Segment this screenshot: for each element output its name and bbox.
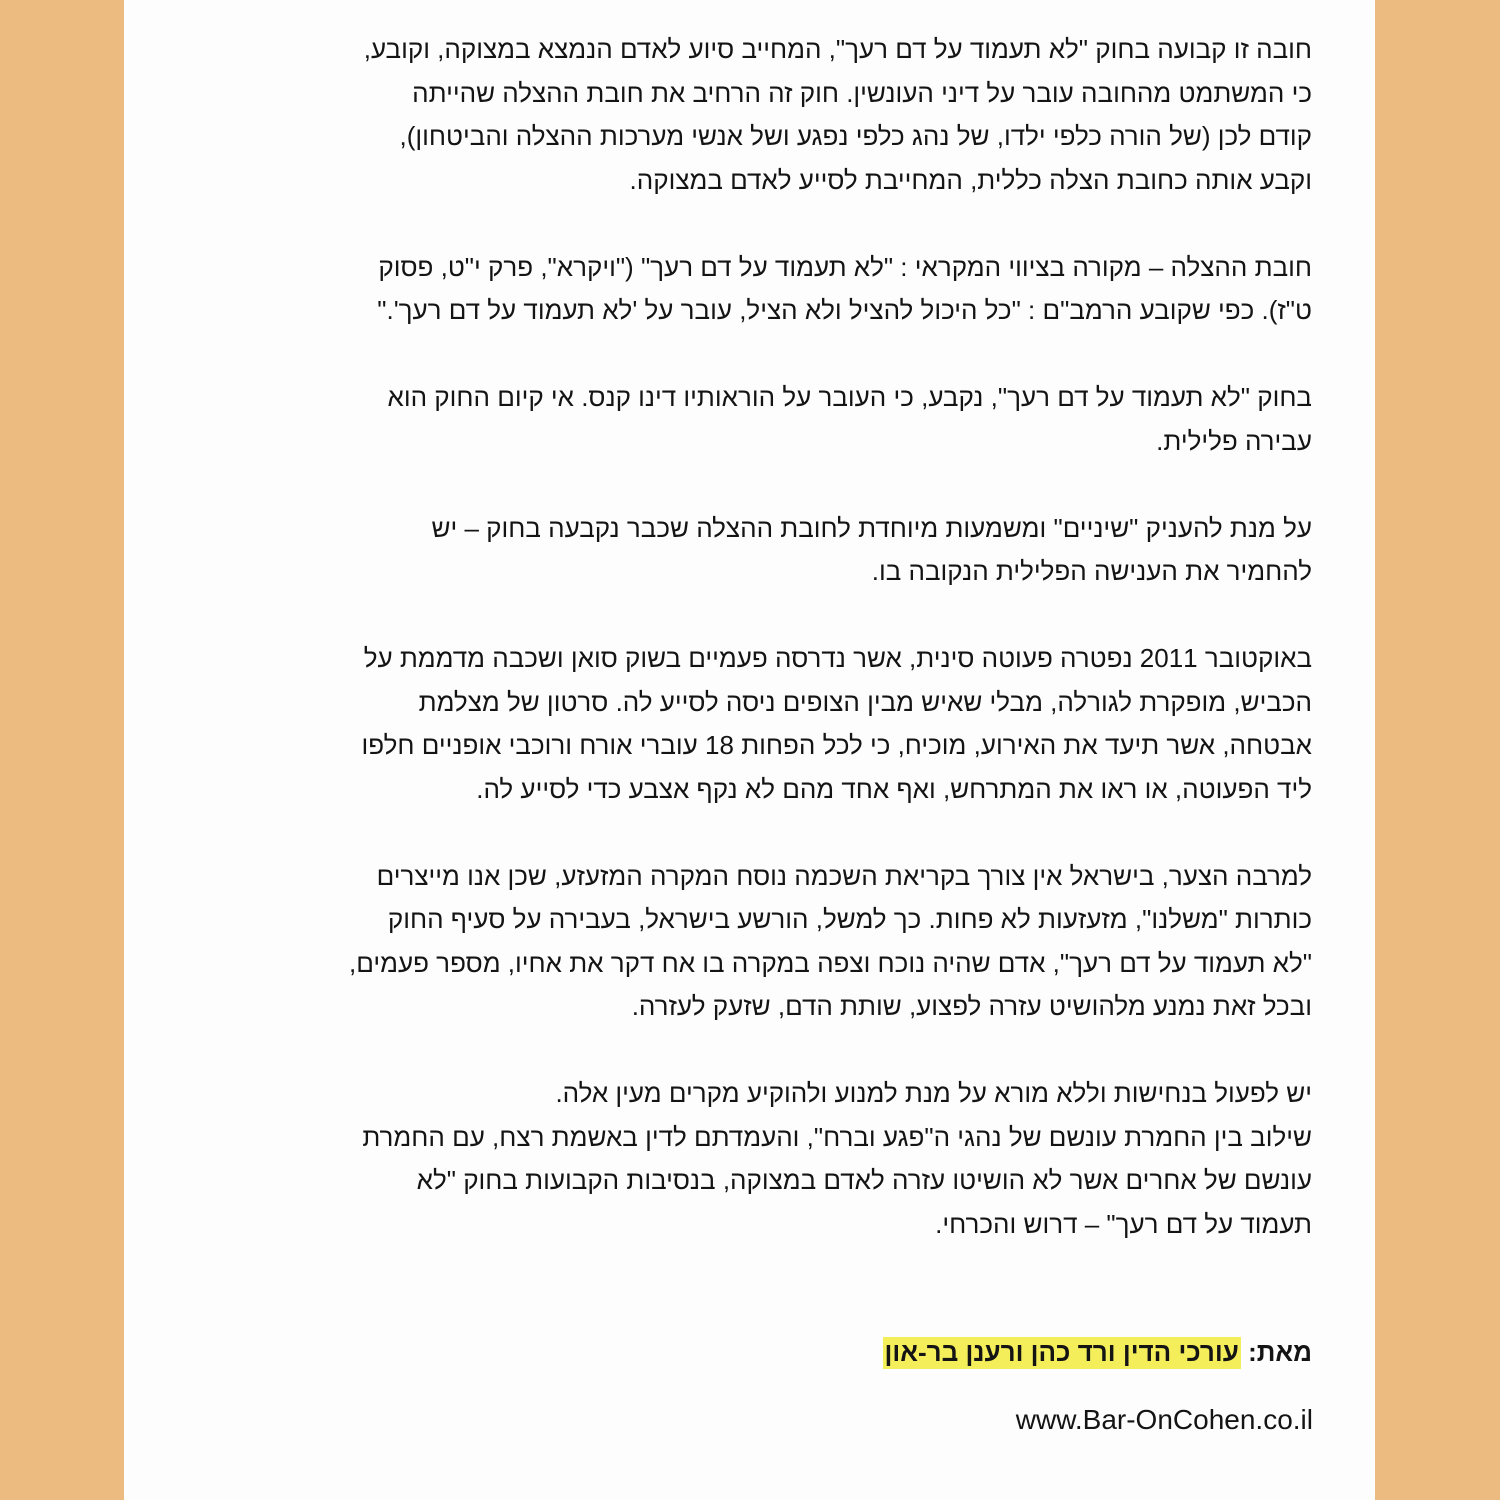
- paragraph-7: יש לפעול בנחישות וללא מורא על מנת למנוע ולהוקיע מקרים מעין אלה. שילוב בין החמרת עונשם של נהגי ה"פגע וברח", והעמדתם לדין באשמת רצח, עם החמרת עונשם של אחרים אשר לא הושיטו עזרה לאדם במצוקה, בנסיבות הקבועות בחוק "לא תעמוד על דם רעך" – דרוש והכרחי.: [362, 1078, 1312, 1239]
- paragraph-4: על מנת להעניק "שיניים" ומשמעות מיוחדת לחובת ההצלה שכבר נקבעה בחוק – יש להחמיר את הענישה הפלילית הנקובה בו.: [431, 512, 1312, 586]
- website-url: www.Bar-OnCohen.co.il: [1015, 1404, 1313, 1435]
- paragraph-5: באוקטובר 2011 נפטרה פעוטה סינית, אשר נדרסה פעמיים בשוק סואן ושכבה מדממת על הכביש, מופקרת לגורלה, מבלי שאיש מבין הצופים ניסה לסייע לה. סרטון של מצלמת אבטחה, אשר תיעד את האירוע, מוכיח, כי לכל הפחות 18 עוברי אורח ורוכבי אופניים חלפו ליד הפעוטה, או ראו את המתרחש, ואף אחד מהם לא נקף אצבע כדי לסייע לה.: [361, 643, 1312, 804]
- paragraph-1: חובה זו קבועה בחוק "לא תעמוד על דם רעך", המחייב סיוע לאדם הנמצא במצוקה, וקובע, כי המשתמט מהחובה עובר על דיני העונשין. חוק זה הרחיב את חובת ההצלה שהייתה קודם לכן (של הורה כלפי ילדו, של נהג כלפי נפגע ושל אנשי מערכות ההצלה והביטחון), וקבע אותה כחובת הצלה כללית, המחייבת לסייע לאדם במצוקה.: [363, 34, 1312, 195]
- signature-prefix: מאת:: [1248, 1337, 1312, 1367]
- paragraph-6: למרבה הצער, בישראל אין צורך בקריאת השכמה נוסח המקרה המזעזע, שכן אנו מייצרים כותרות "משלנו", מזעזעות לא פחות. כך למשל, הורשע בישראל, בעבירה על סעיף החוק "לא תעמוד על דם רעך", אדם שהיה נוכח וצפה במקרה בו אח דקר את אחיו, מספר פעמים, ובכל זאת נמנע מלהושיט עזרה לפצוע, שותת הדם, שזעק לעזרה.: [349, 860, 1312, 1021]
- signature-line: [190, 1331, 1312, 1375]
- paragraph-3: בחוק "לא תעמוד על דם רעך", נקבע, כי העובר על הוראותיו דינו קנס. אי קיום החוק הוא עבירה פלילית.: [387, 382, 1312, 456]
- signature-names: עורכי הדין ורד כהן ורענן בר-און: [884, 1337, 1239, 1367]
- document-body: [190, 28, 1312, 1375]
- paragraph-2: חובת ההצלה – מקורה בציווי המקראי : "לא תעמוד על דם רעך" ("ויקרא", פרק י"ט, פסוק ט"ז). כפי שקובע הרמב"ם : "כל היכול להציל ולא הציל, עובר על 'לא תעמוד על דם רעך'.": [377, 251, 1312, 325]
